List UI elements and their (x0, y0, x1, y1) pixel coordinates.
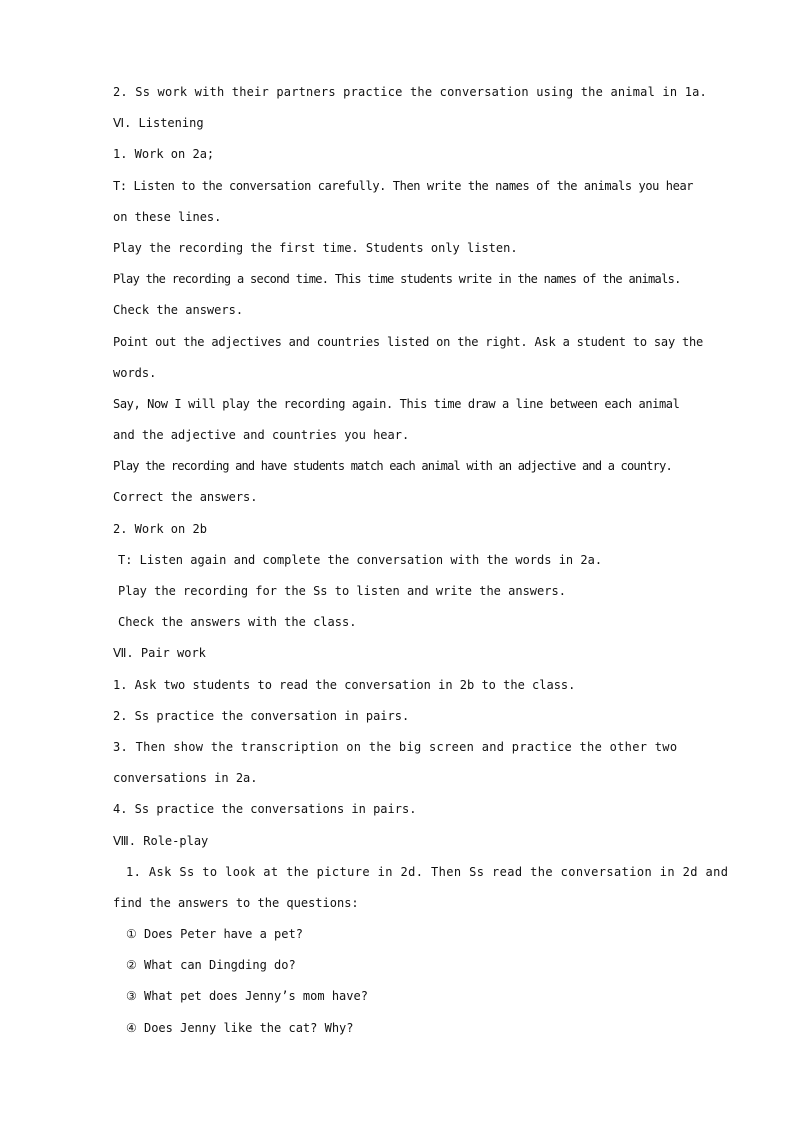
text-line: Play the recording the first time. Students only listen. (113, 240, 518, 255)
text-line: 2. Work on 2b (113, 521, 207, 536)
question-item: ③ What pet does Jenny’s mom have? (126, 989, 368, 1004)
text-line: 1. Ask two students to read the conversation in 2b to the class. (113, 677, 576, 692)
text-line: conversations in 2a. (113, 771, 258, 786)
text-line: Point out the adjectives and countries listed on the right. Ask a student to say the (113, 334, 704, 349)
text-line: 1. Ask Ss to look at the picture in 2d. Then Ss read the conversation in 2d and (126, 864, 729, 879)
text-line: Play the recording a second time. This time students write in the names of the animals. (113, 272, 681, 287)
question-item: ② What can Dingding do? (126, 958, 296, 973)
text-line: 2. Ss work with their partners practice the conversation using the animal in 1a. (113, 85, 707, 99)
text-line: 3. Then show the transcription on the big screen and practice the other two (113, 739, 678, 754)
section-heading: Ⅶ. Pair work (113, 646, 206, 661)
text-line: words. (113, 365, 157, 380)
text-line: T: Listen again and complete the conversation with the words in 2a. (118, 552, 603, 567)
section-heading: Ⅵ. Listening (113, 116, 204, 131)
text-line: T: Listen to the conversation carefully. Then write the names of the animals you hear (113, 178, 694, 193)
question-item: ① Does Peter have a pet? (126, 927, 303, 942)
text-line: Play the recording for the Ss to listen and write the answers. (118, 584, 566, 598)
text-line: Check the answers with the class. (118, 615, 357, 630)
section-heading: Ⅷ. Role-play (113, 833, 209, 848)
text-line: 4. Ss practice the conversations in pairs. (113, 802, 417, 817)
text-line: Check the answers. (113, 303, 244, 318)
text-line: on these lines. (113, 209, 222, 224)
text-line: find the answers to the questions: (113, 895, 359, 910)
text-line: Correct the answers. (113, 490, 258, 505)
text-line: Play the recording and have students match each animal with an adjective and a country. (113, 459, 672, 474)
text-line: Say, Now I will play the recording again. This time draw a line between each animal (113, 396, 680, 411)
question-item: ④ Does Jenny like the cat? Why? (126, 1020, 354, 1035)
text-line: and the adjective and countries you hear. (113, 428, 410, 443)
document-body (113, 82, 729, 1049)
text-line: 1. Work on 2a; (113, 147, 215, 162)
text-line: 2. Ss practice the conversation in pairs. (113, 708, 410, 723)
